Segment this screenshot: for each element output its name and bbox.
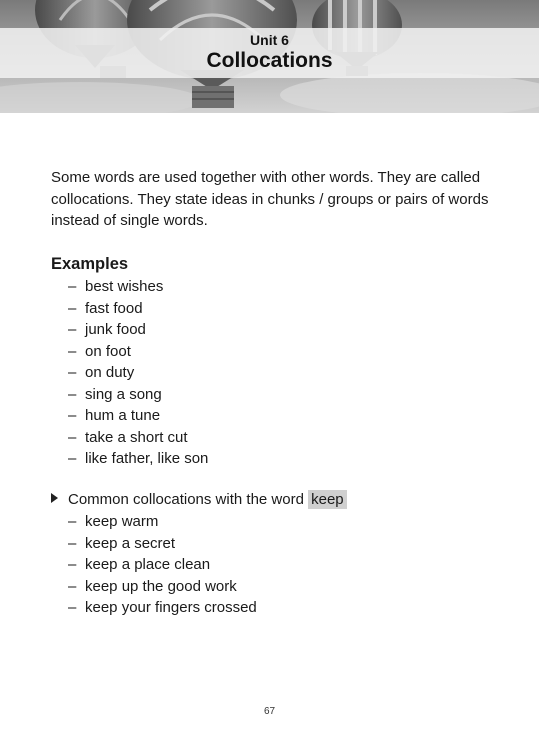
dash-icon: – — [68, 407, 77, 424]
list-item: – hum a tune — [68, 405, 208, 427]
dash-icon: – — [68, 534, 77, 552]
list-item: – keep up the good work — [68, 576, 257, 598]
keep-collocations-list — [68, 511, 257, 619]
keep-collocations-lead — [51, 489, 347, 511]
list-item: – on duty — [68, 362, 208, 384]
examples-list — [68, 276, 208, 470]
dash-icon: – — [68, 599, 77, 616]
list-item: – keep a place clean — [68, 554, 257, 576]
keep-lead-text: Common collocations with the word — [68, 491, 304, 508]
dash-icon: – — [68, 364, 77, 381]
list-item: – fast food — [68, 298, 208, 320]
examples-heading: Examples — [51, 255, 129, 273]
triangle-bullet-icon — [51, 493, 58, 503]
intro-paragraph: Some words are used together with other words. They are called collocations. They state ideas in chunks / groups or pairs of words instead of single words. — [51, 169, 489, 229]
list-item: – on foot — [68, 341, 208, 363]
list-item: – keep your fingers crossed — [68, 597, 257, 619]
list-item: – like father, like son — [68, 448, 208, 470]
dash-icon: – — [68, 450, 77, 467]
list-item: – sing a song — [68, 384, 208, 406]
list-item: – best wishes — [68, 276, 208, 298]
page-title: Collocations — [206, 49, 333, 72]
dash-icon: – — [68, 385, 77, 403]
list-item: – junk food — [68, 319, 208, 341]
page-number: 67 — [263, 706, 276, 717]
dash-icon: – — [68, 428, 77, 446]
dash-icon: – — [68, 299, 77, 317]
dash-icon: – — [68, 321, 77, 338]
dash-icon: – — [68, 278, 77, 295]
list-item: – keep a secret — [68, 533, 257, 555]
list-item: – keep warm — [68, 511, 257, 533]
dash-icon: – — [68, 342, 77, 360]
dash-icon: – — [68, 577, 77, 595]
dash-icon: – — [68, 513, 77, 530]
list-item: – take a short cut — [68, 427, 208, 449]
highlighted-word: keep — [308, 490, 347, 509]
unit-label: Unit 6 — [250, 32, 289, 48]
dash-icon: – — [68, 556, 77, 573]
